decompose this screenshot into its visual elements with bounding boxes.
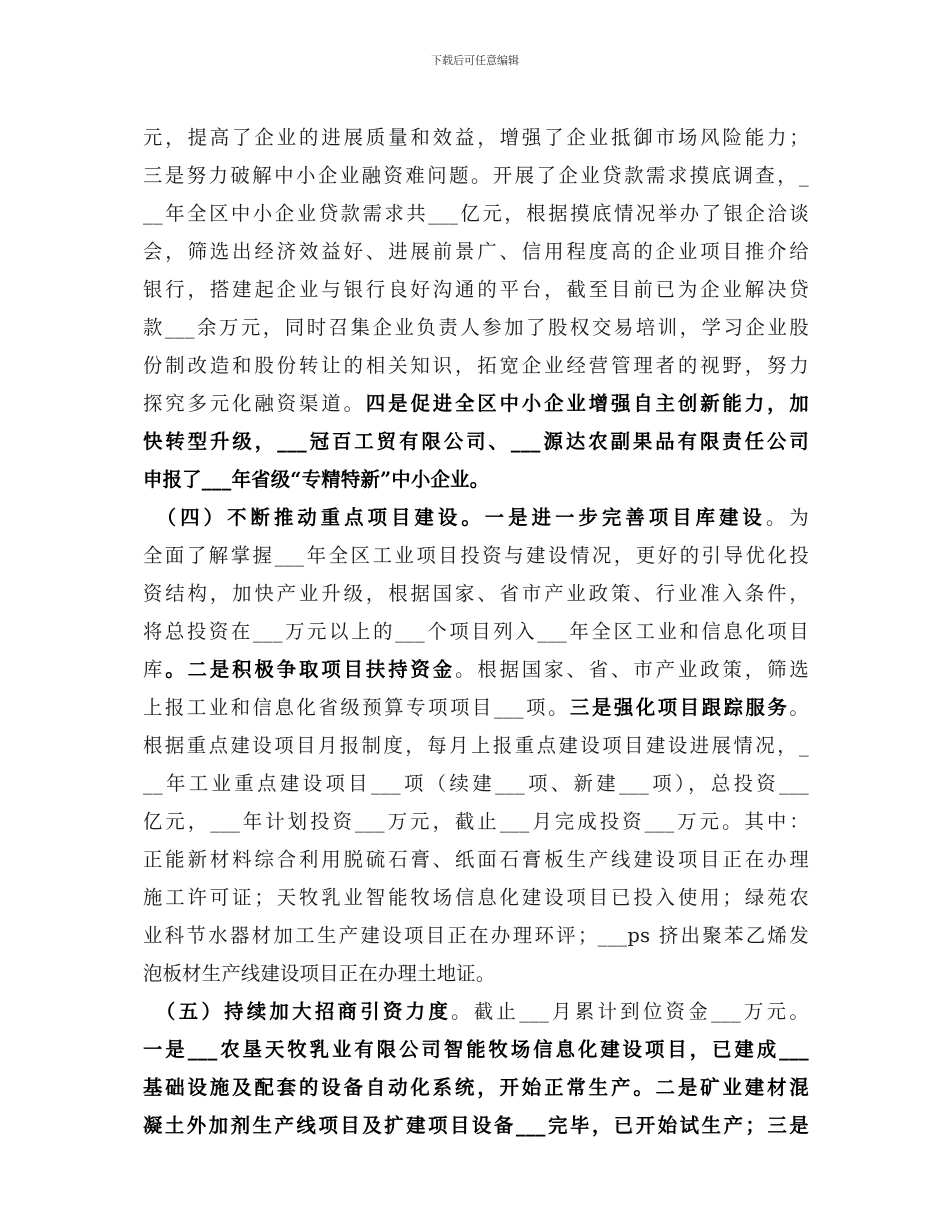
body-text: 。 xyxy=(789,696,809,719)
body-line-bold: 申报了___年省级“专精特新”中小企业。 xyxy=(143,468,490,491)
body-line xyxy=(143,654,809,682)
body-line-bold: 基础设施及配套的设备自动化系统，开始正常生产。二是矿业建材混 xyxy=(143,1076,809,1099)
body-line: 正能新材料综合利用脱硫石膏、纸面石膏板生产线建设项目正在办理 xyxy=(143,848,809,871)
body-text: 库 xyxy=(143,658,166,681)
body-text: 。根据国家、省、市产业政策，筛选 xyxy=(455,658,809,681)
body-line: 将总投资在___万元以上的___个项目列入___年全区工业和信息化项目 xyxy=(143,620,809,643)
body-line xyxy=(143,388,809,416)
bold-text: 。二是积极争取项目扶持资金 xyxy=(165,658,456,681)
body-text: 。为 xyxy=(765,506,809,529)
section-heading-text: （五）持续加大招商引资力度 xyxy=(143,1000,452,1023)
body-line: 会，筛选出经济效益好、进展前景广、信用程度高的企业项目推介给 xyxy=(143,240,809,263)
section-heading-5 xyxy=(143,996,809,1024)
body-line: 资结构，加快产业升级，根据国家、省市产业政策、行业准入条件， xyxy=(143,582,809,605)
body-line: 份制改造和股份转让的相关知识，拓宽企业经营管理者的视野，努力 xyxy=(143,354,809,377)
body-line: 泡板材生产线建设项目正在办理土地证。 xyxy=(143,962,496,985)
body-line: __年全区中小企业贷款需求共___亿元，根据摸底情况举办了银企洽谈 xyxy=(143,202,809,225)
body-line-bold: 一是___农垦天牧乳业有限公司智能牧场信息化建设项目，已建成___ xyxy=(143,1038,809,1061)
body-line-bold: 快转型升级，___冠百工贸有限公司、___源达农副果品有限责任公司 xyxy=(143,430,809,453)
bold-text: 三是强化项目跟踪服务 xyxy=(570,696,790,719)
body-text: 探究多元化融资渠道。 xyxy=(143,392,366,415)
body-line: 三是努力破解中小企业融资难问题。开展了企业贷款需求摸底调查，_ xyxy=(143,164,809,187)
body-line-bold: 凝土外加剂生产线项目及扩建项目设备___完毕，已开始试生产；三是 xyxy=(143,1114,809,1137)
body-line: 施工许可证；天牧乳业智能牧场信息化建设项目已投入使用；绿苑农 xyxy=(143,886,809,909)
body-line: 元，提高了企业的进展质量和效益，增强了企业抵御市场风险能力； xyxy=(143,126,809,149)
section-heading-text: （四）不断推动重点项目建设。一是进一步完善项目库建设 xyxy=(143,506,766,529)
page-header: 下载后可任意编辑 xyxy=(431,54,519,67)
section-heading-4 xyxy=(143,502,809,530)
body-line: 款___余万元，同时召集企业负责人参加了股权交易培训，学习企业股 xyxy=(143,316,809,339)
body-text: 。截止___月累计到位资金___万元。 xyxy=(451,1000,809,1023)
body-line: __年工业重点建设项目___项（续建___项、新建___项），总投资___ xyxy=(143,772,809,795)
body-line: 亿元，___年计划投资___万元，截止___月完成投资___万元。其中： xyxy=(143,810,809,833)
body-line: 全面了解掌握___年全区工业项目投资与建设情况，更好的引导优化投 xyxy=(143,544,809,567)
bold-text: 四是促进全区中小企业增强自主创新能力，加 xyxy=(365,392,810,415)
body-text: 上报工业和信息化省级预算专项项目___项。 xyxy=(143,696,571,719)
body-line: 根据重点建设项目月报制度，每月上报重点建设项目建设进展情况，_ xyxy=(143,734,809,757)
body-line xyxy=(143,692,809,720)
body-line: 业科节水器材加工生产建设项目正在办理环评；___ps 挤出聚苯乙烯发 xyxy=(143,924,809,947)
body-line: 银行，搭建起企业与银行良好沟通的平台，截至目前已为企业解决贷 xyxy=(143,278,809,301)
